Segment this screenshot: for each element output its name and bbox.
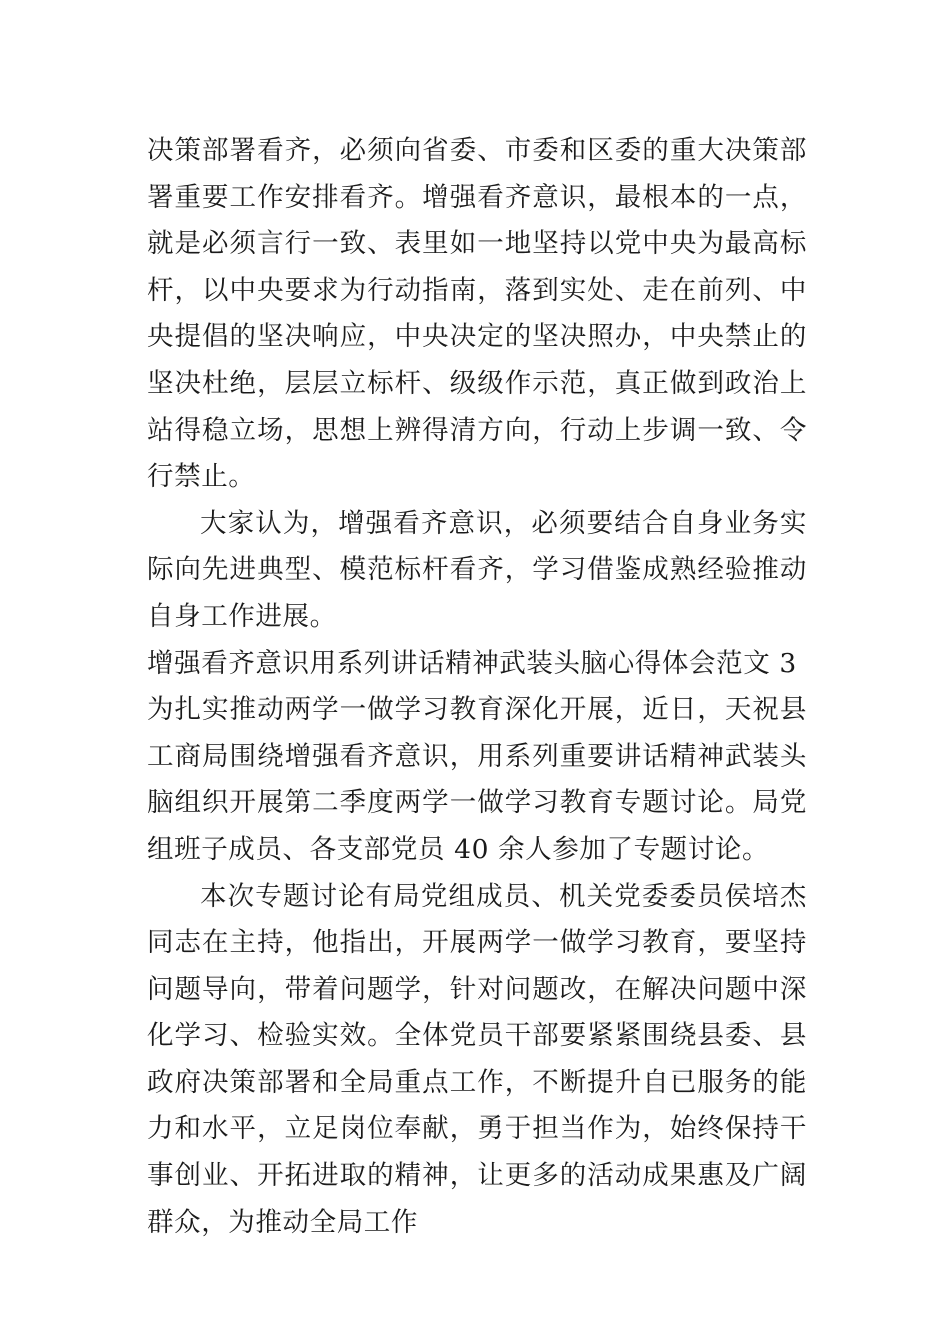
paragraph-intro: 为扎实推动两学一做学习教育深化开展，近日，天祝县工商局围绕增强看齐意识，用系列重要讲话精神武装头脑组织开展第二季度两学一做学习教育专题讨论。局党组班子成员、各支部党员 40 余人参加了专题讨论。 [147,694,807,865]
document-body [147,128,807,1246]
paragraph-consensus: 大家认为，增强看齐意识，必须要结合自身业务实际向先进典型、模范标杆看齐，学习借鉴成熟经验推动自身工作进展。 [147,507,807,632]
paragraph-decision-alignment: 决策部署看齐，必须向省委、市委和区委的重大决策部署重要工作安排看齐。增强看齐意识，最根本的一点，就是必须言行一致、表里如一地坚持以党中央为最高标杆，以中央要求为行动指南，落到实处、走在前列、中央提倡的坚决响应，中央决定的坚决照办，中央禁止的坚决杜绝，层层立标杆、级级作示范，真正做到政治上站得稳立场，思想上辨得清方向，行动上步调一致、令行禁止。 [147,135,807,493]
paragraph-discussion: 本次专题讨论有局党组成员、机关党委委员侯培杰同志在主持，他指出，开展两学一做学习教育，要坚持问题导向，带着问题学，针对问题改，在解决问题中深化学习、检验实效。全体党员干部要紧紧围绕县委、县政府决策部署和全局重点工作，不断提升自已服务的能力和水平，立足岗位奉献，勇于担当作为，始终保持干事创业、开拓进取的精神，让更多的活动成果惠及广阔群众，为推动全局工作 [147,880,807,1238]
section-heading: 增强看齐意识用系列讲话精神武装头脑心得体会范文 3 [147,647,797,679]
